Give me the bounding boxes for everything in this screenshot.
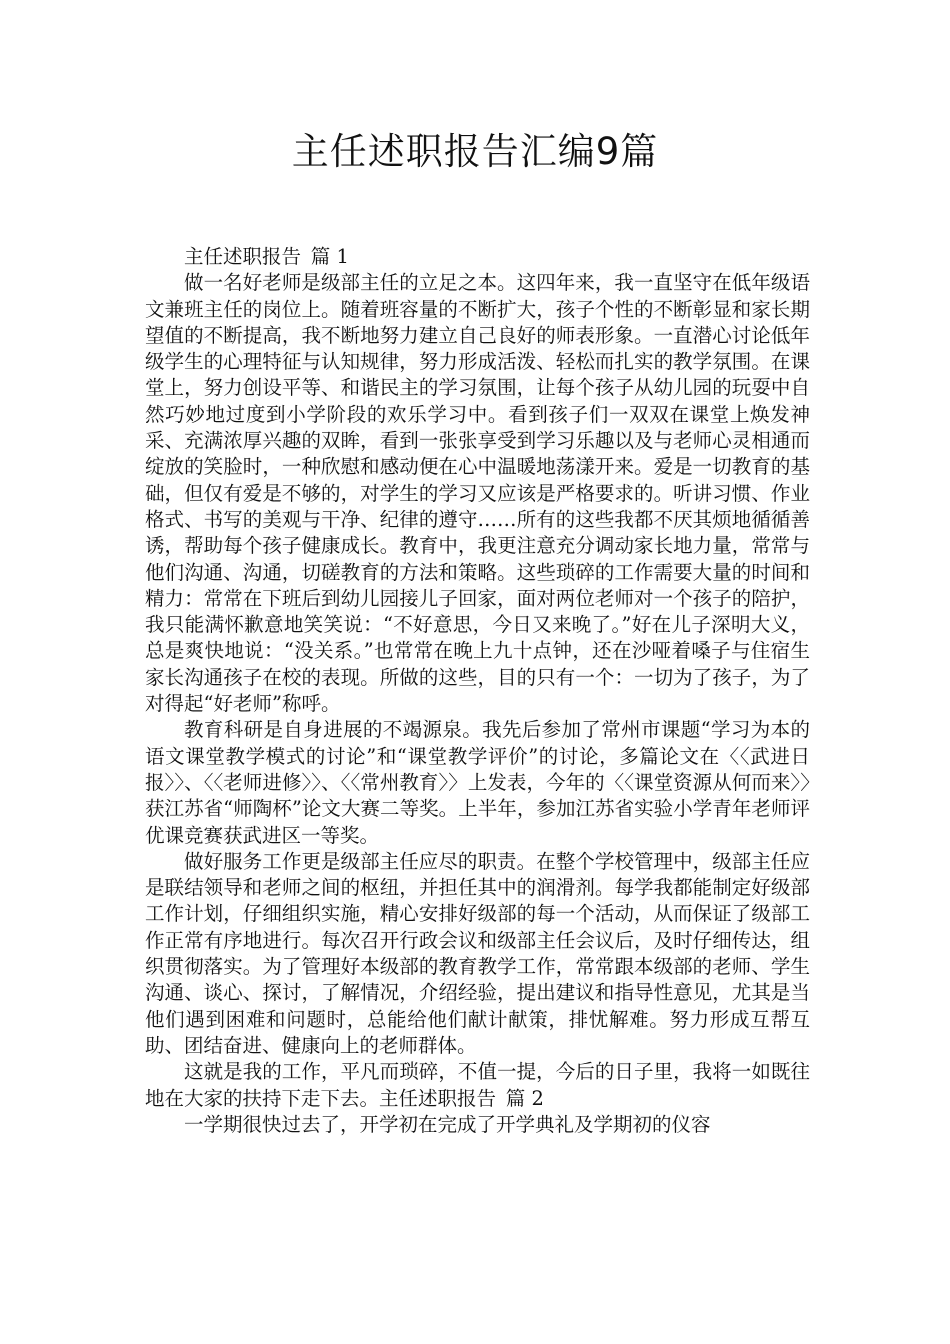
paragraph-1: 做一名好老师是级部主任的立足之本。这四年来，我一直坚守在低年级语文兼班主任的岗位上。随着班容量的不断扩大，孩子个性的不断彰显和家长期望值的不断提高，我不断地努力建立自己良好的师表形象。一直潜心讨论低年级学生的心理特征与认知规律，努力形成活泼、轻松而扎实的教学氛围。在课堂上，努力创设平等、和谐民主的学习氛围，让每个孩子从幼儿园的玩耍中自然巧妙地过度到小学阶段的欢乐学习中。看到孩子们一双双在课堂上焕发神采、充满浓厚兴趣的双眸，看到一张张享受到学习乐趣以及与老师心灵相通而绽放的笑脸时，一种欣慰和感动便在心中温暖地荡漾开来。爱是一切教育的基础，但仅有爱是不够的，对学生的学习又应该是严格要求的。听讲习惯、作业格式、书写的美观与干净、纪律的遵守……所有的这些我都不厌其烦地循循善诱，帮助每个孩子健康成长。教育中，我更注意充分调动家长地力量，常常与他们沟通、沟通，切磋教育的方法和策略。这些琐碎的工作需要大量的时间和精力：常常在下班后到幼儿园接儿子回家，面对两位老师对一个孩子的陪护，我只能满怀歉意地笑笑说：“不好意思，今日又来晚了。”好在儿子深明大义，总是爽快地说：“没关系。”也常常在晚上九十点钟，还在沙哑着嗓子与住宿生家长沟通孩子在校的表现。所做的这些，目的只有一个：一切为了孩子，为了对得起“好老师”称呼。: [145, 271, 810, 716]
section-number: 篇 1: [310, 245, 349, 268]
paragraph-4-text: 这就是我的工作，平凡而琐碎，不值一提，今后的日子里，我将一如既往地在大家的扶持下走下去。: [145, 1060, 810, 1110]
section-heading-1: [145, 244, 810, 270]
section-heading-label: 主任述职报告: [379, 1086, 497, 1110]
paragraph-2: 教育科研是自身进展的不竭源泉。我先后参加了常州市课题“学习为本的语文课堂教学模式的讨论”和“课堂教学评价”的讨论，多篇论文在〈〈武进日报〉〉、〈〈老师进修〉〉、〈〈常州教育〉〉上发表，今年的〈〈课堂资源从何而来〉〉获江苏省“师陶杯”论文大赛二等奖。上半年，参加江苏省实验小学青年老师评优课竞赛获武进区一等奖。: [145, 718, 810, 847]
paragraph-5: 一学期很快过去了，开学初在完成了开学典礼及学期初的仪容: [184, 1112, 711, 1136]
paragraph-3: 做好服务工作更是级部主任应尽的职责。在整个学校管理中，级部主任应是联结领导和老师之间的枢纽，并担任其中的润滑剂。每学我都能制定好级部工作计划，仔细组织实施，精心安排好级部的每一个活动，从而保证了级部工作正常有序地进行。每次召开行政会议和级部主任会议后，及时仔细传达，组织贯彻落实。为了管理好本级部的教育教学工作，常常跟本级部的老师、学生沟通、谈心、探讨，了解情况，介绍经验，提出建议和指导性意见，尤其是当他们遇到困难和问题时，总能给他们献计献策，排忧解难。努力形成互帮互助、团结奋进、健康向上的老师群体。: [145, 849, 810, 1057]
section-heading-label: 主任述职报告: [184, 245, 302, 268]
document-title: 主任述职报告汇编9篇: [291, 130, 659, 173]
section-number: 篇 2: [505, 1086, 544, 1110]
section-heading-2: [379, 1087, 544, 1110]
document-body: [145, 244, 810, 1138]
paragraph-4: [145, 1059, 810, 1112]
